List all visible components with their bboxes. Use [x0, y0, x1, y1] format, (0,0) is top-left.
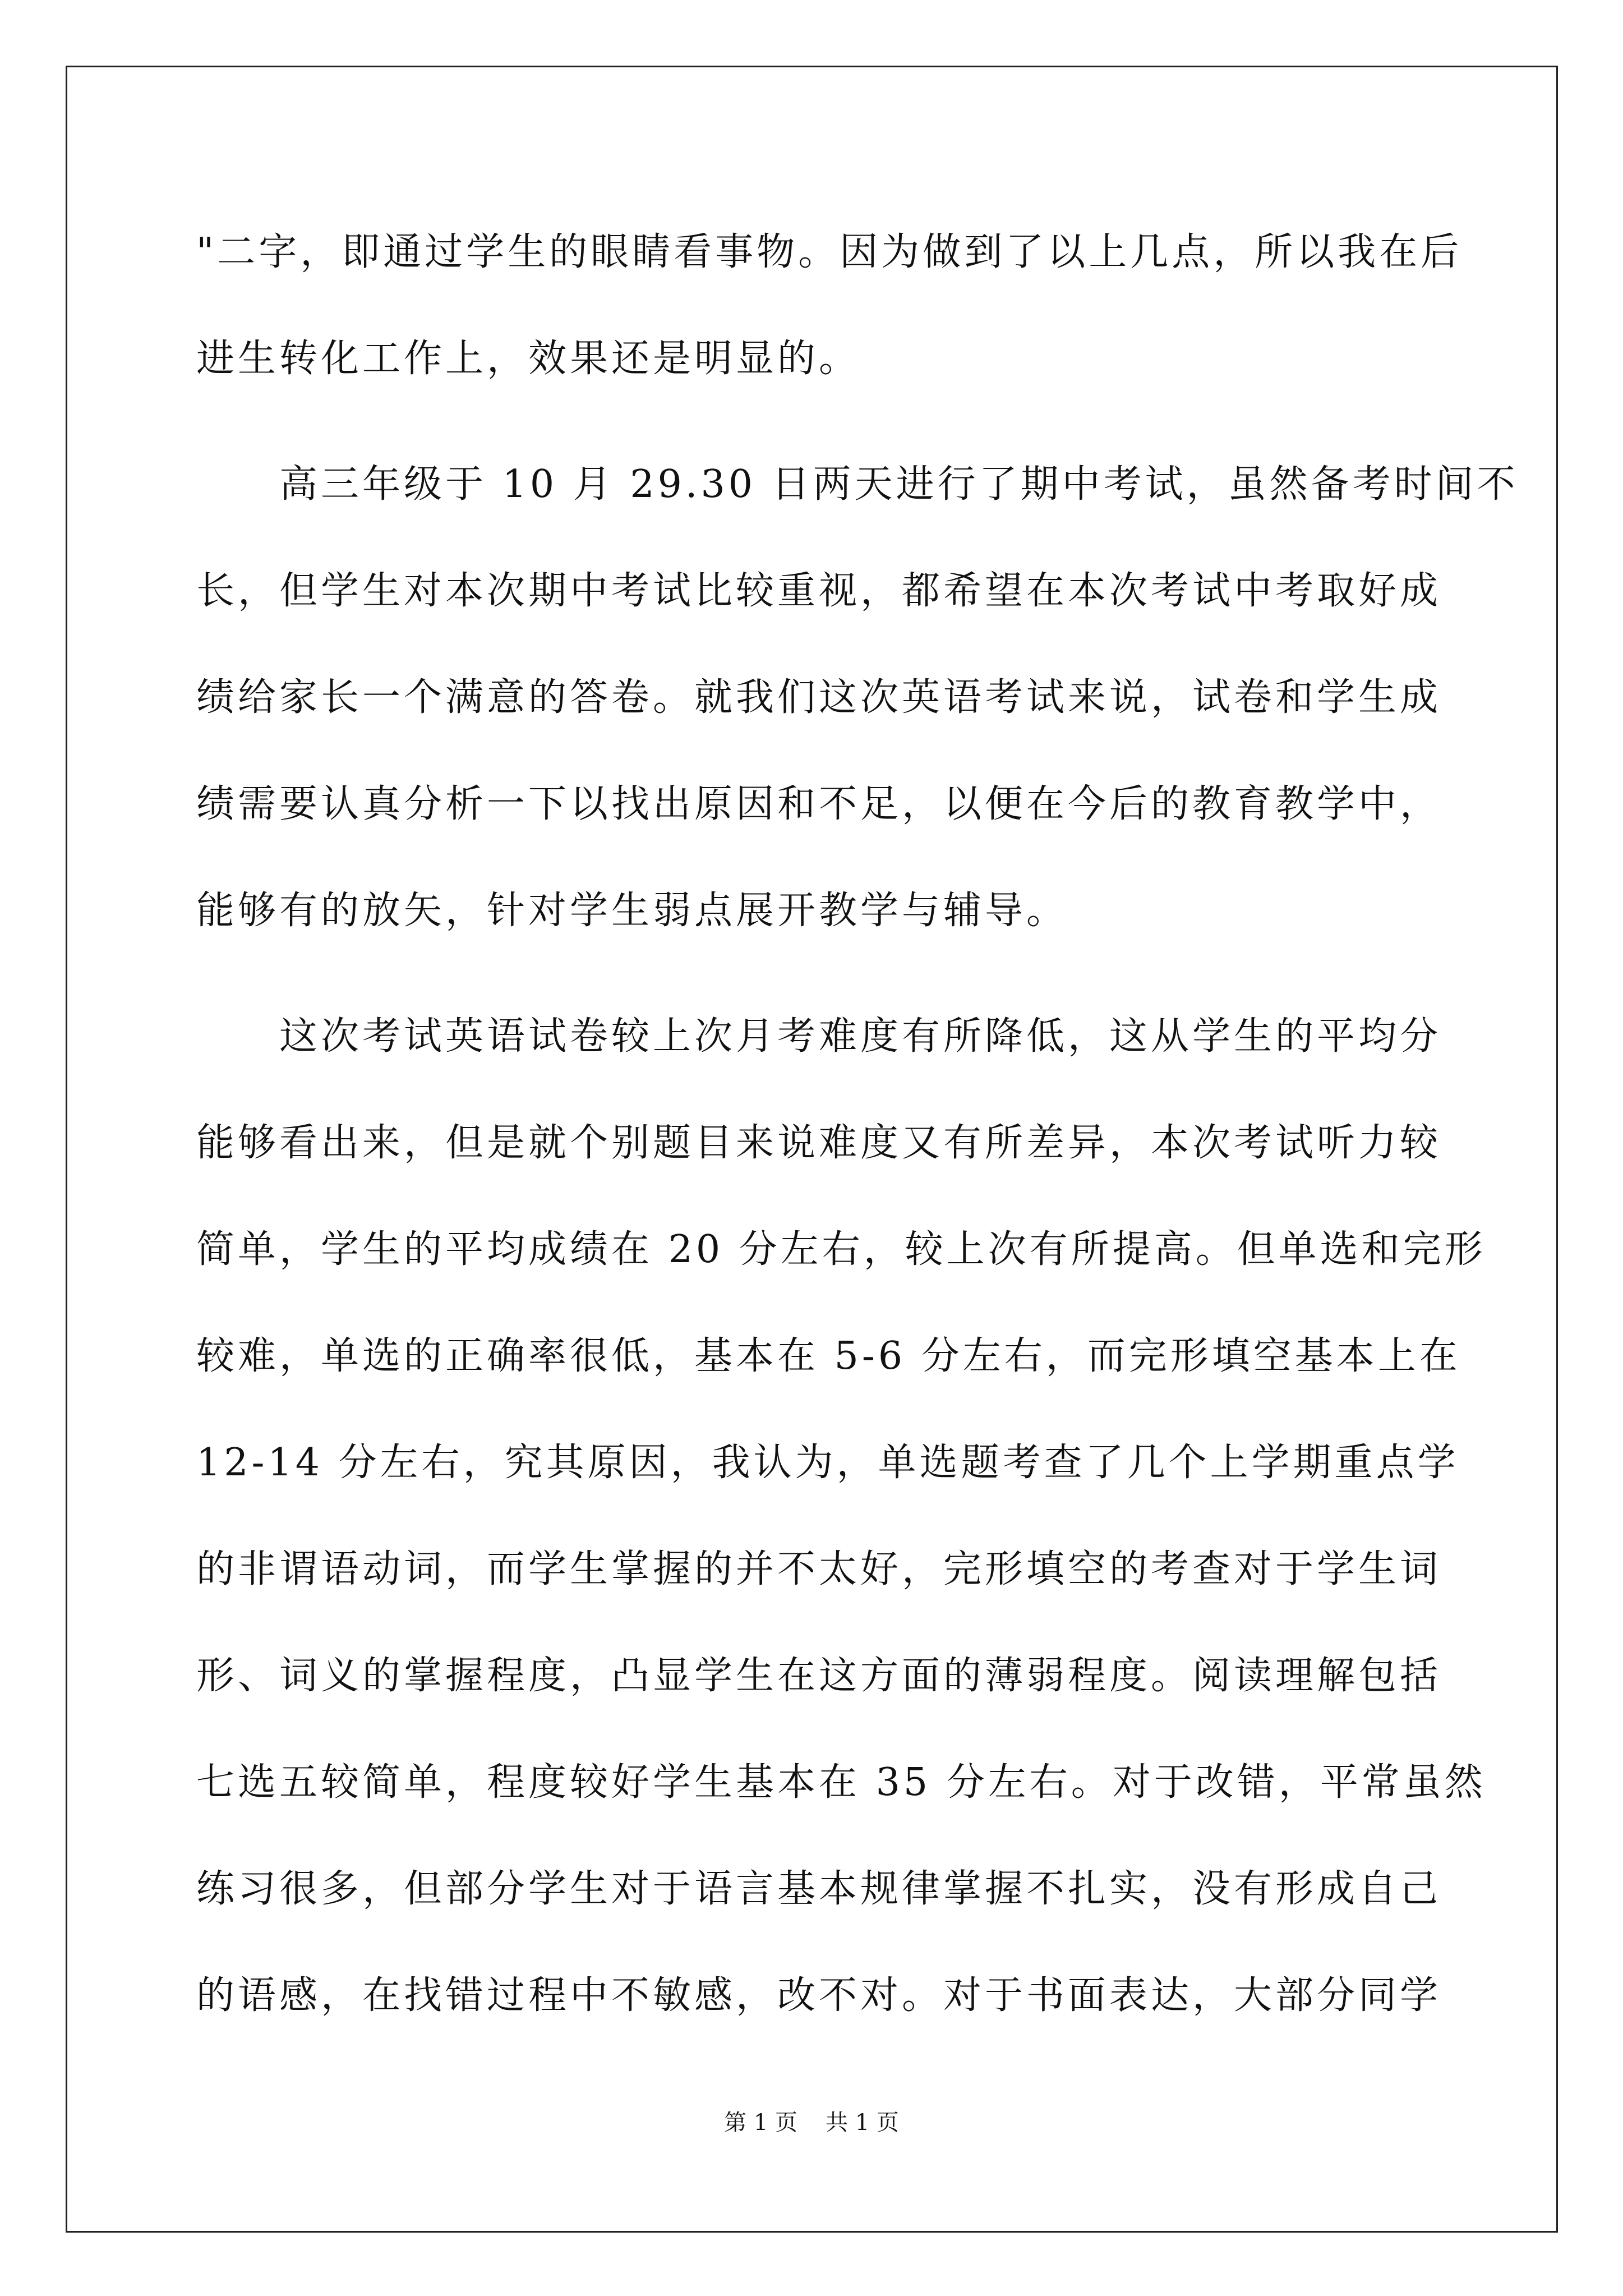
text-line: 绩给家长一个满意的答卷。就我们这次英语考试来说，试卷和学生成: [196, 675, 1442, 720]
text-line: 绩需要认真分析一下以找出原因和不足，以便在今后的教育教学中，: [196, 782, 1442, 826]
document-body: [196, 218, 1519, 2068]
text-line: 高三年级于 10 月 29.30 日两天进行了期中考试，虽然备考时间不: [196, 462, 1519, 507]
text-line: 较难，单选的正确率很低，基本在 5-6 分左右，而完形填空基本上在: [196, 1334, 1461, 1378]
page-total: 共 1 页: [826, 2110, 899, 2136]
text-line: 形、词义的掌握程度，凸显学生在这方面的薄弱程度。阅读理解包括: [196, 1654, 1442, 1698]
text-line: 能够看出来，但是就个别题目来说难度又有所差异，本次考试听力较: [196, 1121, 1442, 1165]
text-line: 的非谓语动词，而学生掌握的并不太好，完形填空的考查对于学生词: [196, 1547, 1442, 1591]
page-number: 第 1 页: [724, 2110, 797, 2136]
text-line: 练习很多，但部分学生对于语言基本规律掌握不扎实，没有形成自己: [196, 1867, 1442, 1911]
text-line: 长，但学生对本次期中考试比较重视，都希望在本次考试中考取好成: [196, 569, 1442, 613]
text-line: 进生转化工作上，效果还是明显的。: [196, 337, 861, 381]
text-line: 这次考试英语试卷较上次月考难度有所降低，这从学生的平均分: [196, 1014, 1442, 1059]
text-line: 能够有的放矢，针对学生弱点展开教学与辅导。: [196, 889, 1068, 933]
page-footer: [0, 2109, 1623, 2136]
text-line: "二字，即通过学生的眼睛看事物。因为做到了以上几点，所以我在后: [196, 230, 1463, 274]
text-line: 简单，学生的平均成绩在 20 分左右，较上次有所提高。但单选和完形: [196, 1227, 1486, 1272]
text-line: 七选五较简单，程度较好学生基本在 35 分左右。对于改错，平常虽然: [196, 1760, 1486, 1805]
text-line: 12-14 分左右，究其原因，我认为，单选题考查了几个上学期重点学: [196, 1441, 1459, 1485]
text-line: 的语感，在找错过程中不敏感，改不对。对于书面表达，大部分同学: [196, 1973, 1442, 2018]
